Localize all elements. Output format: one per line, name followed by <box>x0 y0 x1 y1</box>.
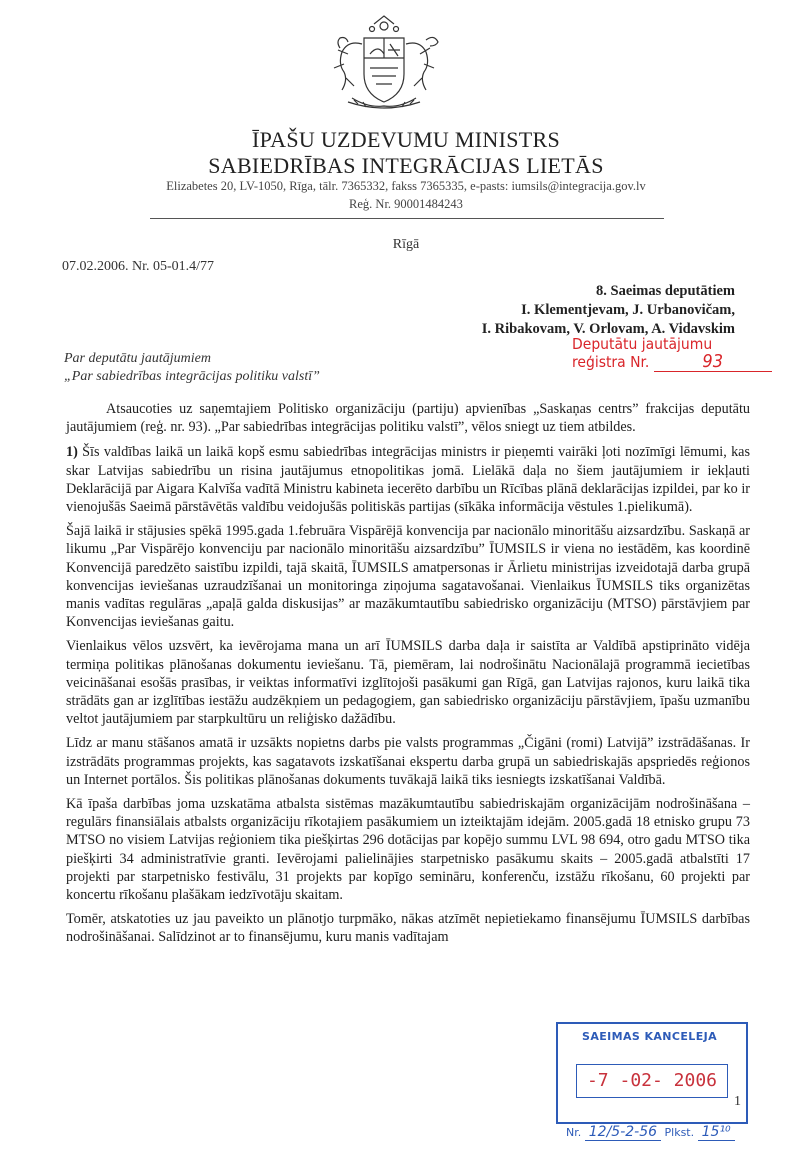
stamp-registration-line <box>566 1124 735 1140</box>
registration-number: Reģ. Nr. 90001484243 <box>349 197 463 211</box>
paragraph-1: 1) Šīs valdības laikā un laikā kopš esmu sabiedrības integrācijas ministrs ir pieņemti vairāki ļoti nozīmīgi lēmumi, kas skar Latvijas sabiedrību un risina jautājumus etnopolitikas jomā. Lielākā daļa no šiem jautājumiem ir iekļauti Deklarācijā par Aigara Kalvīša vadītā Ministru kabineta iecerēto darbību un Rīcības plānā deklarācijas izpildei, par ko ir vienojušās Saeimā pārstāvētās valdību veidojušās politiskās partijas (sīkāka informācija vēstules 1.pielikumā). <box>66 444 751 516</box>
recipient-line: 8. Saeimas deputātiem <box>596 283 735 299</box>
subject-block <box>64 350 320 386</box>
city: Rīgā <box>392 237 420 252</box>
recipients-block <box>482 282 735 339</box>
stamp-time-value: 15¹⁰ <box>698 1124 735 1141</box>
intro-paragraph: Atsaucoties uz saņemtajiem Politisko organizāciju (partiju) apvienības „Saskaņas centrs” frakcijas deputātu jautājumiem (reģ. nr. 93). „Par sabiedrības integrācijas politiku valstī”, vēlos sniegt uz tiem atbildes. <box>66 401 750 436</box>
paragraph-2: Šajā laikā ir stājusies spēkā 1995.gada 1.februāra Vispārējā konvencija par nacionālo minoritāšu aizsardzību. Saskaņā ar likumu „Par Vispārējo konvenciju par nacionālo minoritāšu aizsardzību” ĪUMSILS ir viena no iestādēm, kas koordinē Konvencijā paredzēto saistību izpildi, tajā skaitā, ĪUMSILS amatpersonas ir Ārlietu ministrijas izveidotajā darba grupā konvencijas ieviešanas uzraudzīšanai un monitoringa ziņojuma sagatavošanai. Vienlaikus ĪUMSILS tiks organizētas manis vadītas regulāras „apaļā galda diskusijas” ar mazākumtautību sabiedrisko organizāciju (MTSO) pārstāvjiem par Konvencijas ieviešanas gaitu. <box>66 523 750 631</box>
paragraph-3: Vienlaikus vēlos uzsvērt, ka ievērojama mana un arī ĪUMSILS darba daļa ir saistīta ar Valdībā apstiprināto vidēja termiņa politikas plānošanas dokumentu ieviešanu. Tā, piemēram, lai nodrošinātu Nacionālajā programmā iecietības veicināšanai esošās prasības, ir veiktas informatīvi izglītojoši pasākumi gan Rīgā, gan Latvijas rajonos, kuru laikā tika strādāts gan ar izglītības iestāžu audzēkņiem un pedagogiem, gan sabiedrisko organizāciju pārstāvjiem, īpašu uzmanību veltot jautājumiem par starpkultūru un reliģisko dažādību. <box>66 638 750 728</box>
document-date-number: 07.02.2006. Nr. 05-01.4/77 <box>62 259 215 274</box>
recipient-line: I. Ribakovam, V. Orlovam, A. Vidavskim <box>481 321 735 337</box>
page-number: 1 <box>734 1094 741 1109</box>
stamp-nr-value: 12/5-2-56 <box>585 1124 661 1141</box>
letter-body <box>66 400 750 953</box>
paragraph-6: Tomēr, atskatoties uz jau paveikto un plānotjo turpmāko, nākas atzīmēt nepietiekamo finansējumu ĪUMSILS darbības nodrošināšanai. Salīdzinot ar to finansējumu, kuru manis vadītajam <box>66 911 750 946</box>
stamp-label: reģistra Nr. <box>572 353 650 371</box>
stamp-time-label: Plkst. <box>664 1126 695 1139</box>
paragraph-5: Kā īpaša darbības joma uzskatāma atbalsta sistēmas mazākumtautību sabiedriskajām organizācijām nodrošināšana – regulārs finansiālais atbalsts organizāciju rīkotajiem pasākumiem un izteiktajām idejām. 2005.gadā 18 etnisko grupu 73 MTSO no visiem Latvijas reģioniem tika piešķirtas 296 dotācijas par kopējo summu LVL 98 694, otro gadu MTSO tika piešķirti 34 administratīvie granti. Ievērojami palielinājies starpetnisko pasākumu skaits – 2005.gadā atbalstīti 17 projekti par starpetnisko festivālu, 31 projekts par kopīgo semināru, konferenču, izstāžu rīkošanu, 60 projekti par koncertu rīkošanu plašākam iedzīvotāju skaitam. <box>66 796 750 904</box>
saeima-reception-stamp <box>556 1022 748 1124</box>
deputy-questions-stamp <box>572 335 772 372</box>
paragraph-4: Līdz ar manu stāšanos amatā ir uzsākts nopietns darbs pie valsts programmas „Čigāni (romi) Latvijā” izstrādāšanas. Ir izstrādāts programmas projekts, kas sagatavots izskatīšanai ekspertu darba grupā un sabiedriskajās apspriedēs reģionos un Internet portālos. Šis politikas plānošanas dokuments tuvākajā laikā tiks iesniegts izskatīšanai Valdībā. <box>66 735 750 788</box>
item-number: 1) <box>66 444 78 461</box>
stamp-date: -7 -02- 2006 <box>576 1064 728 1098</box>
stamp-nr-label: Nr. <box>566 1126 582 1139</box>
ministry-title-line1: ĪPAŠU UZDEVUMU MINISTRS <box>251 127 560 152</box>
subject-line: Par deputātu jautājumiem <box>64 351 211 366</box>
header-divider <box>150 218 664 219</box>
subject-line: „Par sabiedrības integrācijas politiku valstī” <box>64 369 320 384</box>
ministry-address: Elizabetes 20, LV-1050, Rīga, tālr. 7365332, fakss 7365335, e-pasts: iumsils@integracija.gov.lv <box>166 179 646 193</box>
recipient-line: I. Klementjevam, J. Urbanovičam, <box>521 302 735 318</box>
ministry-title-line2: SABIEDRĪBAS INTEGRĀCIJAS LIETĀS <box>208 153 604 178</box>
stamp-line: Deputātu jautājumu <box>572 335 713 353</box>
stamp-handwritten-number: 93 <box>654 353 772 372</box>
latvia-coat-of-arms-icon <box>318 14 450 114</box>
stamp-title: SAEIMAS KANCELEJA <box>582 1030 718 1043</box>
